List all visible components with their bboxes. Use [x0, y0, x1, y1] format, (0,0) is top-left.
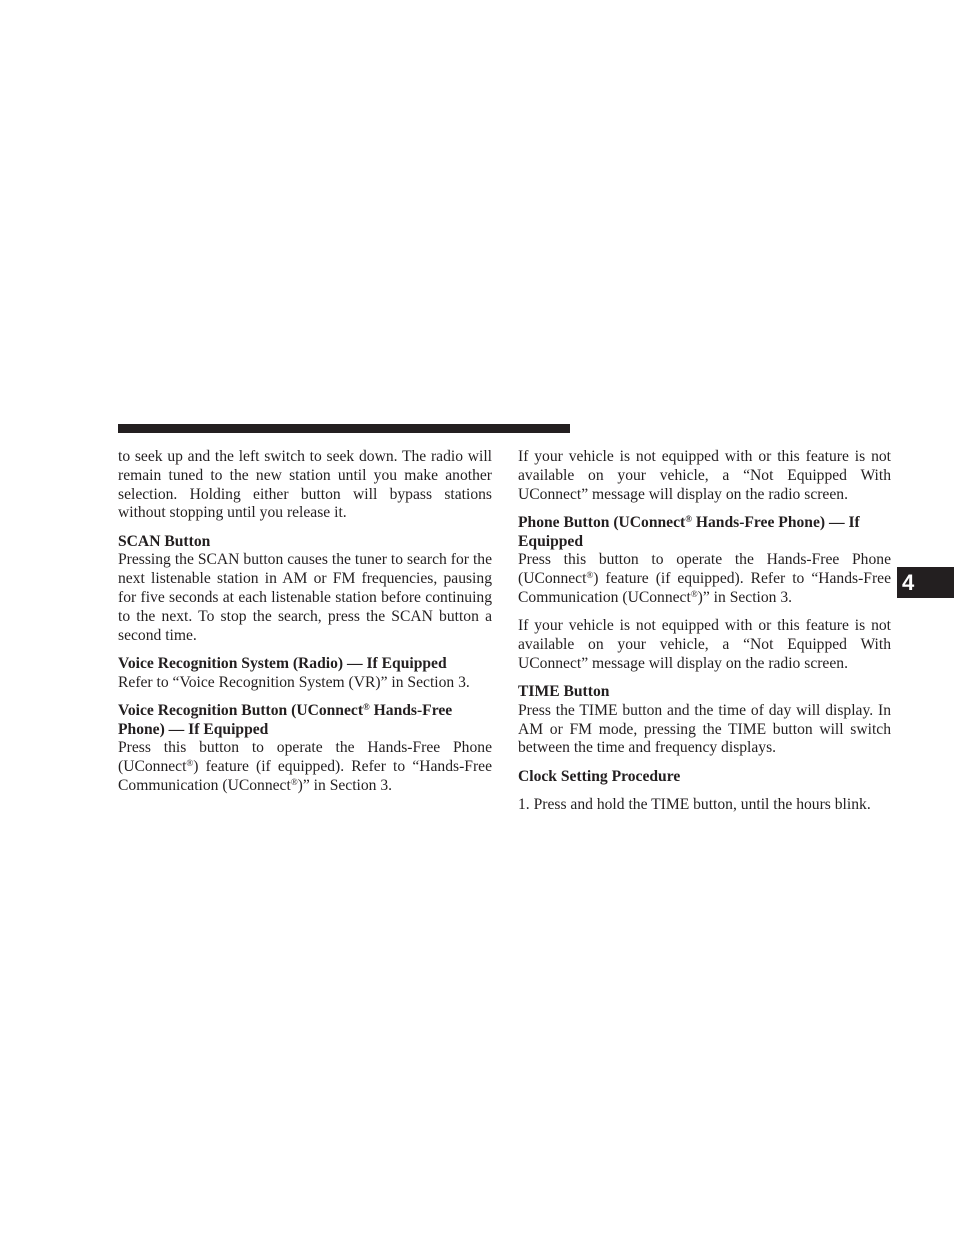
section-divider-rule: [118, 424, 570, 433]
clock-setting-heading: Clock Setting Procedure: [518, 767, 681, 785]
vr-button-heading: Voice Recognition Button (UConnect® Hands-Free Phone) — If Equipped: [118, 701, 453, 738]
phone-button-heading: Phone Button (UConnect® Hands-Free Phone) — If Equipped: [518, 513, 860, 550]
vr-system-paragraph: Refer to “Voice Recognition System (VR)” in Section 3.: [118, 673, 470, 691]
scan-heading: SCAN Button: [118, 532, 211, 550]
vr-button-paragraph: Press this button to operate the Hands-Free Phone (UConnect®) feature (if equipped). Refer to “Hands-Free Communication (UConnect®)” in Section 3.: [118, 739, 492, 794]
vr-system-heading: Voice Recognition System (Radio) — If Equipped: [118, 654, 447, 672]
intro-paragraph: to seek up and the left switch to seek down. The radio will remain tuned to the new station until you make another selection. Holding either button will bypass stations without stopping until you release it.: [118, 448, 492, 522]
time-button-heading: TIME Button: [518, 682, 610, 700]
clock-step-1: 1. Press and hold the TIME button, until the hours blink.: [518, 795, 871, 813]
not-equipped-paragraph-1: If your vehicle is not equipped with or this feature is not available on your vehicle, a “Not Equipped With UConnect” message will display on the radio screen.: [518, 448, 891, 503]
right-column: [518, 448, 891, 815]
left-column: [118, 448, 492, 796]
time-button-paragraph: Press the TIME button and the time of day will display. In AM or FM mode, pressing the TIME button will switch between the time and frequency displays.: [518, 701, 891, 757]
scan-paragraph: Pressing the SCAN button causes the tuner to search for the next listenable station in AM or FM frequencies, pausing for five seconds at each listenable station before continuing to the next. To stop the search, press the SCAN button a second time.: [118, 551, 492, 644]
phone-button-paragraph: Press this button to operate the Hands-Free Phone (UConnect®) feature (if equipped). Refer to “Hands-Free Communication (UConnect®)” in Section 3.: [518, 551, 891, 606]
chapter-tab: 4: [897, 567, 954, 598]
not-equipped-paragraph-2: If your vehicle is not equipped with or this feature is not available on your vehicle, a “Not Equipped With UConnect” message will display on the radio screen.: [518, 617, 891, 672]
